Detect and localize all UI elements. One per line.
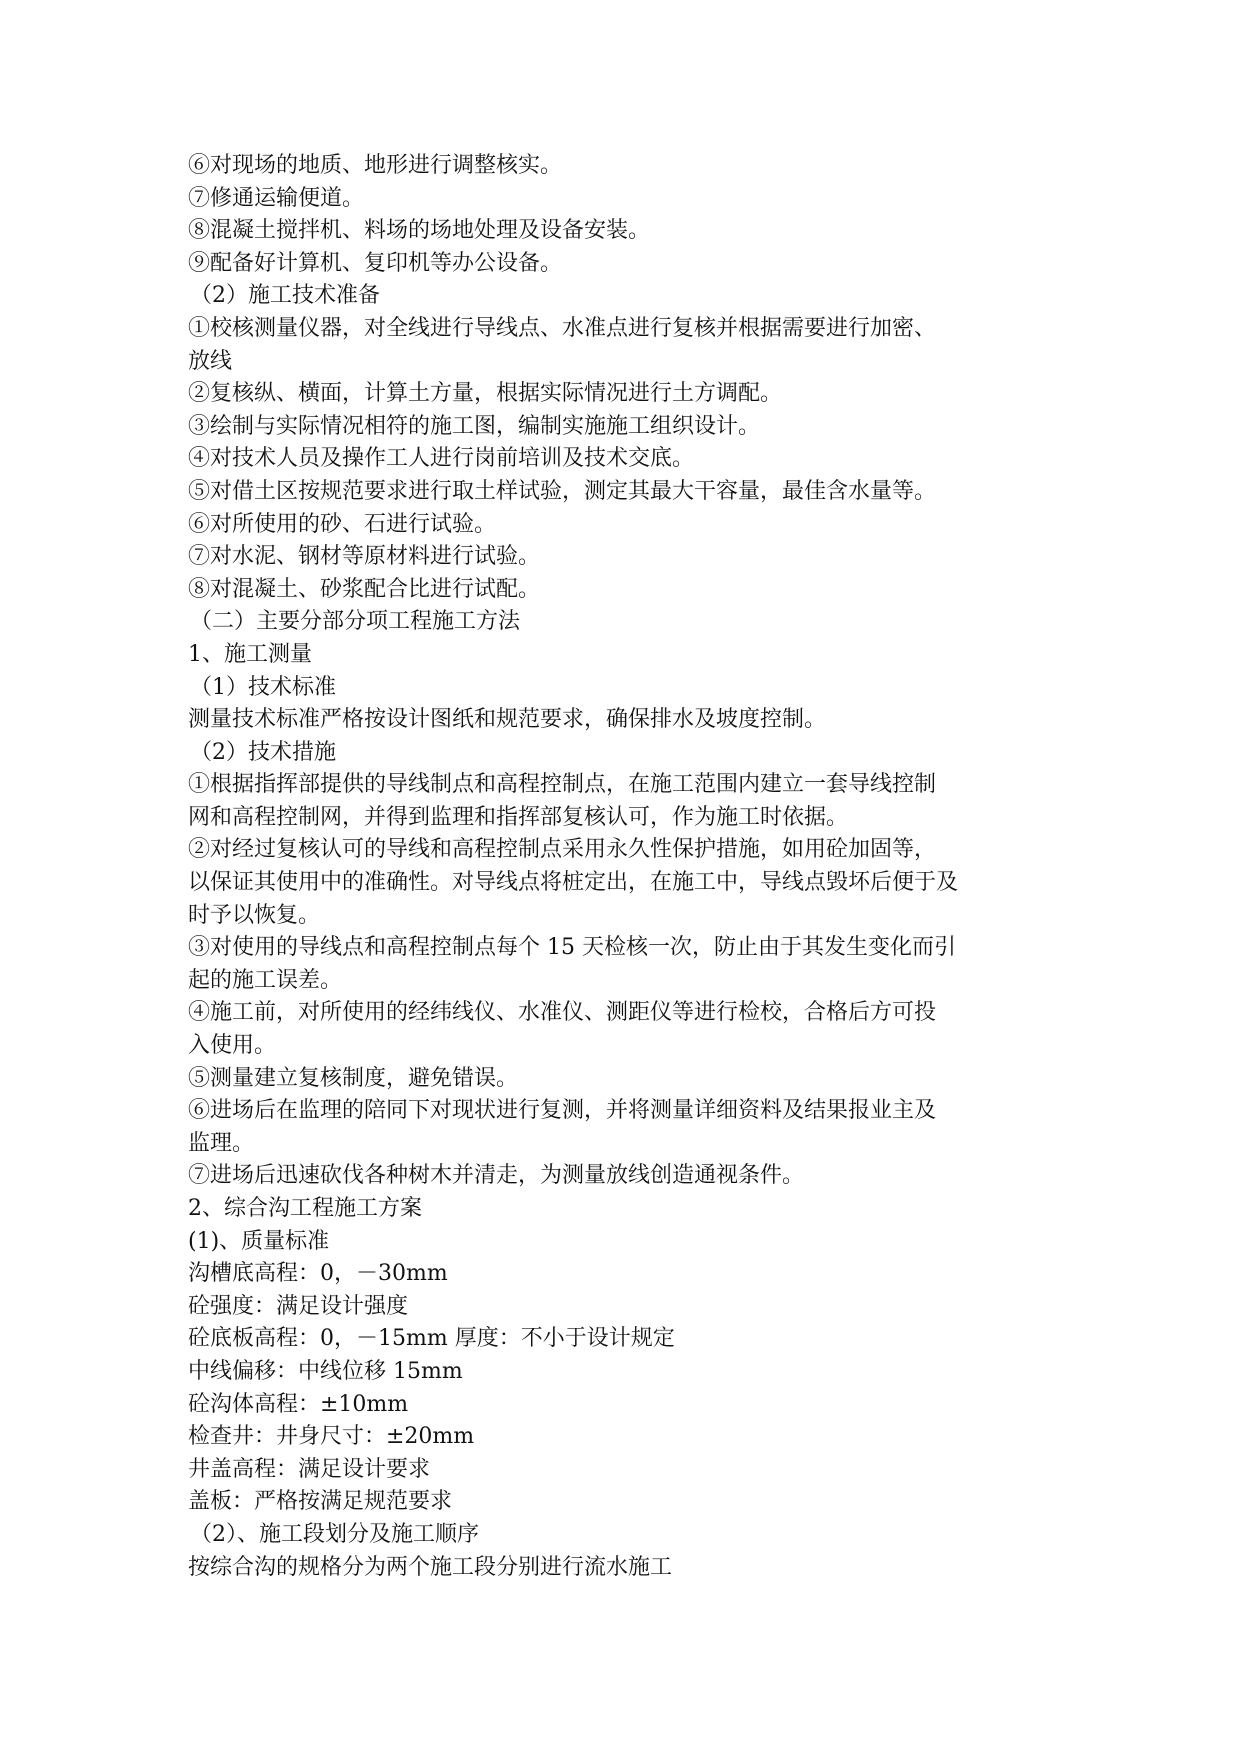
subsection-heading-tech-standard: （1）技术标准 <box>190 674 336 700</box>
list-item-6-site-survey: ⑥对现场的地质、地形进行调整核实。 <box>188 153 563 178</box>
section-heading-survey: 1、施工测量 <box>188 641 312 667</box>
section-heading-construction-methods: （二）主要分部分项工程施工方法 <box>190 609 521 635</box>
list-item-6-resurvey: ⑥进场后在监理的陪同下对现状进行复测，并将测量详细资料及结果报业主及 <box>188 1098 937 1124</box>
list-item-8-mix-ratio: ⑧对混凝土、砂浆配合比进行试配。 <box>188 576 541 602</box>
list-item-2-protection: ②对经过复核认可的导线和高程控制点采用永久性保护措施，如用砼加固等， <box>188 837 937 863</box>
list-item-7-access-road: ⑦修通运输便道。 <box>188 185 365 211</box>
subsection-heading-sections-sequence: （2）、施工段划分及施工顺序 <box>190 1521 479 1547</box>
list-item-3-drawings: ③绘制与实际情况相符的施工图，编制实施施工组织设计。 <box>188 413 761 439</box>
list-item-1-continued: 放线 <box>188 348 233 374</box>
list-item-4-instrument-check: ④施工前，对所使用的经纬线仪、水准仪、测距仪等进行检校，合格后方可投 <box>188 1000 937 1026</box>
section-heading-tech-prep: （2）施工技术准备 <box>190 283 380 309</box>
subsection-heading-quality-standard: (1)、质量标准 <box>188 1228 330 1254</box>
spec-centerline-offset: 中线偏移：中线位移 15mm <box>188 1358 463 1384</box>
list-item-4-training: ④对技术人员及操作工人进行岗前培训及技术交底。 <box>188 446 695 472</box>
list-item-7-clearing: ⑦进场后迅速砍伐各种树木并清走，为测量放线创造通视条件。 <box>188 1163 805 1189</box>
list-item-5-review-system: ⑤测量建立复核制度，避免错误。 <box>188 1065 519 1091</box>
list-item-5-soil-test: ⑤对借土区按规范要求进行取土样试验，测定其最大干容量，最佳含水量等。 <box>188 478 937 504</box>
list-item-3-periodic-check: ③对使用的导线点和高程控制点每个 15 天检核一次，防止由于其发生变化而引 <box>188 935 956 961</box>
list-item-3-continued: 起的施工误差。 <box>188 967 343 993</box>
spec-well-cover: 井盖高程：满足设计要求 <box>188 1456 431 1482</box>
document-page <box>188 150 1068 1584</box>
list-item-7-materials: ⑦对水泥、钢材等原材料进行试验。 <box>188 544 541 570</box>
spec-trench-body: 砼沟体高程：±10mm <box>188 1391 409 1417</box>
spec-base-slab: 砼底板高程：0，－15mm 厚度：不小于设计规定 <box>188 1326 675 1352</box>
list-item-6-continued: 监理。 <box>188 1130 255 1156</box>
list-item-1-continued: 网和高程控制网，并得到监理和指挥部复核认可，作为施工时依据。 <box>188 804 849 830</box>
subsection-heading-tech-measures: （2）技术措施 <box>190 739 336 765</box>
list-item-1-control-network: ①根据指挥部提供的导线制点和高程控制点，在施工范围内建立一套导线控制 <box>188 772 937 798</box>
list-item-2-continued: 以保证其使用中的准确性。对导线点将桩定出，在施工中，导线点毁坏后便于及 <box>188 870 959 896</box>
paragraph-tech-standard: 测量技术标准严格按设计图纸和规范要求，确保排水及坡度控制。 <box>188 707 827 733</box>
list-item-6-sand-stone: ⑥对所使用的砂、石进行试验。 <box>188 511 497 537</box>
list-item-2-continued: 时予以恢复。 <box>188 902 321 928</box>
spec-trench-bottom: 沟槽底高程：0，－30mm <box>188 1261 448 1287</box>
spec-inspection-well: 检查井：井身尺寸：±20mm <box>188 1424 475 1450</box>
spec-concrete-strength: 砼强度：满足设计强度 <box>188 1293 409 1319</box>
spec-cover-plate: 盖板：严格按满足规范要求 <box>188 1489 453 1515</box>
paragraph-sections: 按综合沟的规格分为两个施工段分别进行流水施工 <box>188 1554 673 1580</box>
list-item-4-continued: 入使用。 <box>188 1033 277 1059</box>
section-heading-trench-plan: 2、综合沟工程施工方案 <box>188 1196 422 1221</box>
list-item-9-office-equipment: ⑨配备好计算机、复印机等办公设备。 <box>188 250 563 276</box>
list-item-8-mixer-setup: ⑧混凝土搅拌机、料场的场地处理及设备安装。 <box>188 218 651 244</box>
list-item-2-earthwork: ②复核纵、横面，计算土方量，根据实际情况进行土方调配。 <box>188 381 783 407</box>
list-item-1-calibrate: ①校核测量仪器，对全线进行导线点、水准点进行复核并根据需要进行加密、 <box>188 315 937 341</box>
